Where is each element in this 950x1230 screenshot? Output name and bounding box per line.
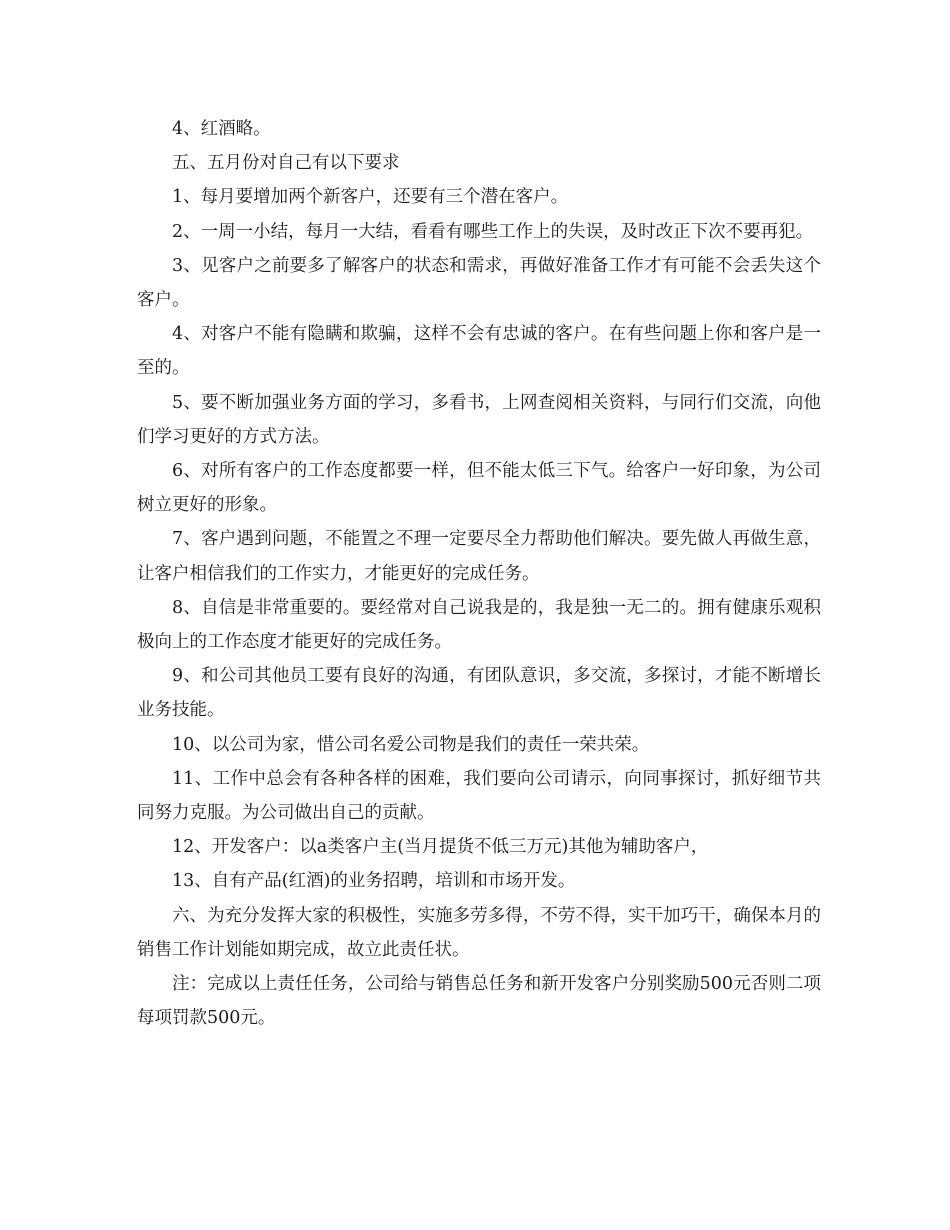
paragraph-10: 8、自信是非常重要的。要经常对自己说我是的，我是独一无二的。拥有健康乐观积极向上的工作态度才能更好的完成任务。 (137, 597, 821, 653)
paragraph-14: 12、开发客户：以a类客户主(当月提货不低三万元)其他为辅助客户， (172, 837, 709, 858)
paragraph-12: 10、以公司为家，惜公司名爱公司物是我们的责任一荣共荣。 (172, 734, 650, 755)
paragraph-3: 1、每月要增加两个新客户，还要有三个潜在客户。 (172, 187, 569, 208)
paragraph-4: 2、一周一小结，每月一大结，看看有哪些工作上的失误，及时改正下次不要再犯。 (172, 221, 814, 242)
paragraph-5: 3、见客户之前要多了解客户的状态和需求，再做好准备工作才有可能不会丢失这个客户。 (137, 255, 821, 311)
paragraph-7: 5、要不断加强业务方面的学习，多看书，上网查阅相关资料，与同行们交流，向他们学习更好的方式方法。 (137, 392, 821, 447)
paragraph-8: 6、对所有客户的工作态度都要一样，但不能太低三下气。给客户一好印象，为公司树立更好的形象。 (137, 461, 821, 516)
paragraph-13: 11、工作中总会有各种各样的困难，我们要向公司请示，向同事探讨，抓好细节共同努力克服。为公司做出自己的贡献。 (137, 768, 821, 824)
section-heading-6: 六、为充分发挥大家的积极性，实施多劳多得，不劳不得，实干加巧干，确保本月的销售工作计划能如期完成，故立此责任状。 (137, 905, 821, 960)
paragraph-1: 4、红酒略。 (172, 119, 271, 139)
section-heading-5: 五、五月份对自己有以下要求 (172, 153, 400, 174)
paragraph-15: 13、自有产品(红酒)的业务招聘，培训和市场开发。 (172, 871, 576, 892)
paragraph-9: 7、客户遇到问题，不能置之不理一定要尽全力帮助他们解决。要先做人再做生意，让客户相信我们的工作实力，才能更好的完成任务。 (137, 529, 821, 584)
paragraph-6: 4、对客户不能有隐瞒和欺骗，这样不会有忠诚的客户。在有些问题上你和客户是一至的。 (137, 324, 821, 379)
document-body (137, 112, 821, 1035)
paragraph-11: 9、和公司其他员工要有良好的沟通，有团队意识，多交流，多探讨，才能不断增长业务技能。 (137, 666, 821, 721)
note-paragraph: 注：完成以上责任任务，公司给与销售总任务和新开发客户分别奖励500元否则二项每项罚款500元。 (137, 974, 821, 1029)
